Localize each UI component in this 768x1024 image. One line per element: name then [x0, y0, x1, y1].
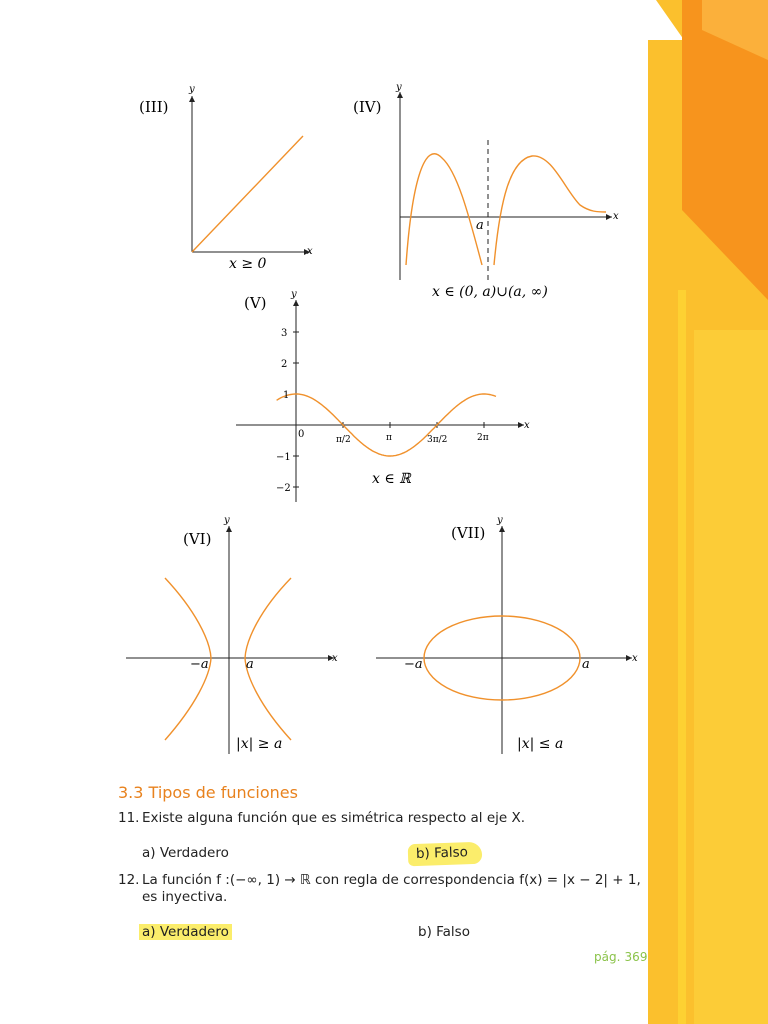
question-12-line2: es inyectiva. [142, 889, 228, 905]
graph-v-xtick-2pi: 2π [477, 433, 489, 443]
page-number-value: 369 [624, 950, 648, 964]
graph-v-domain: x ∈ ℝ [372, 471, 411, 487]
page-number [594, 950, 647, 965]
graph-v-label: (V) [244, 294, 267, 312]
graph-iv-x-axis-label: x [613, 211, 619, 222]
q12-option-a-label: a) Verdadero [139, 924, 232, 940]
q12-option-a[interactable] [139, 924, 232, 940]
graph-iv-domain: x ∈ (0, a)∪(a, ∞) [432, 284, 548, 300]
q12-option-b[interactable]: b) Falso [418, 924, 470, 940]
graph-vi-neg-a: −a [190, 657, 209, 672]
graph-v-xtick-pi: π [386, 433, 392, 443]
graph-iii-label: (III) [139, 98, 169, 116]
graph-iii-x-axis-label: x [307, 246, 313, 257]
graph-v-ytick-neg1: −1 [276, 452, 291, 463]
graph-v-ytick-1: 1 [283, 390, 290, 401]
graph-vii-y-axis-label: y [497, 515, 503, 526]
question-12 [118, 872, 641, 888]
graph-vii-x-axis-label: x [632, 653, 638, 664]
graph-vi-domain: |x| ≥ a [236, 736, 283, 752]
section-title: 3.3 Tipos de funciones [118, 783, 298, 802]
graph-iv-y-axis-label: y [396, 82, 402, 93]
graph-iii-y-axis-label: y [189, 84, 195, 95]
graph-v-xtick-3pi-half: 3π/2 [427, 435, 448, 445]
graph-iv-a-label: a [476, 218, 484, 233]
q11-option-a[interactable]: a) Verdadero [142, 845, 229, 861]
question-text-line1: La función f :(−∞, 1) → ℝ con regla de correspondencia f(x) = |x − 2| + 1, [142, 872, 641, 888]
graph-vi-x-axis-label: x [332, 653, 338, 664]
graph-vii-pos-a: a [582, 657, 590, 672]
graph-iii-domain: x ≥ 0 [229, 256, 267, 272]
graph-v-origin: 0 [298, 429, 305, 440]
graph-vi [126, 515, 338, 754]
graph-iv-label: (IV) [353, 98, 382, 116]
graph-iii [139, 84, 313, 272]
q11-option-b-label: b) Falso [408, 842, 483, 867]
question-11 [118, 810, 525, 826]
question-number: 12. [118, 872, 140, 888]
graph-v-x-axis-label: x [524, 420, 530, 431]
graph-v-ytick-neg2: −2 [276, 483, 291, 494]
graph-v-xtick-pi-half: π/2 [336, 435, 351, 445]
q11-option-b[interactable] [408, 843, 482, 865]
graph-v-y-axis-label: y [291, 289, 297, 300]
graph-vi-label: (VI) [183, 530, 212, 548]
graph-vi-y-axis-label: y [224, 515, 230, 526]
graph-v-ytick-3: 3 [281, 328, 288, 339]
page-prefix: pág. [594, 950, 621, 964]
question-text: Existe alguna función que es simétrica respecto al eje X. [142, 810, 526, 826]
graph-iv [353, 82, 619, 300]
graph-v-ytick-2: 2 [281, 359, 288, 370]
graph-vii [376, 515, 638, 754]
question-number: 11. [118, 810, 140, 826]
graph-v [236, 289, 530, 502]
graph-vii-neg-a: −a [404, 657, 423, 672]
graph-vii-label: (VII) [451, 524, 486, 542]
graph-vii-domain: |x| ≤ a [517, 736, 564, 752]
graph-vi-pos-a: a [246, 657, 254, 672]
